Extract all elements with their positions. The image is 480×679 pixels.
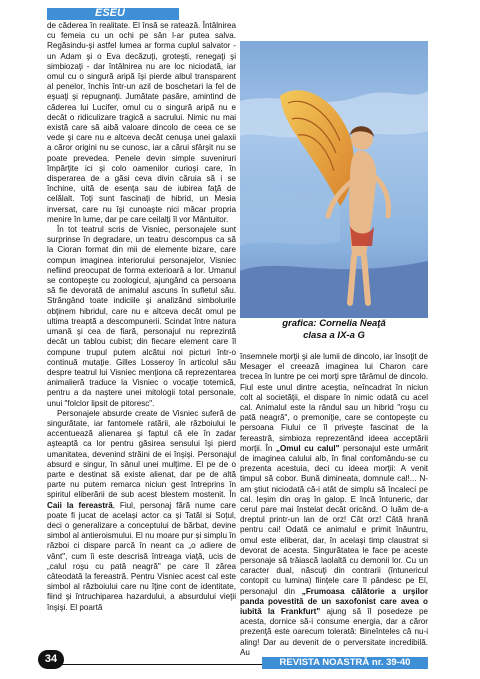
right-column: [240, 352, 428, 658]
play-title: Caii la fereastră: [47, 500, 113, 510]
illustration-angel-painting: [240, 41, 428, 318]
play-title: „Omul cu calul": [275, 443, 340, 453]
paragraph: În tot teatrul scris de Visniec, personajele sunt surprinse în degradare, un teatru descompus ca să la Cioran format din mii de elemente bizare, care compun imaginea interiorului personajelor, Visniec nefiind preocupat de forma exterioară a lor. Umanul se contopeşte cu zoologicul, ajungând ca persoana să fie devorată de animalul ascuns în sufletul său. Strângând toate indiciile şi analizând simbolurile obţinem hibridul, care nu e altceva decât omul pe ultima treaptă a descompunerii. Scindat între natura umană şi cea de fiară, personajul nu reprezintă decât un tablou cubist; din fiecare element care îl compune trupul putem alcătui noi picturi într-o continuă mutaţie. Gilles Losseroy în articolul său despre teatrul lui Visniec menţiona că reprezentarea animalieră traduce la Visniec o vocaţie totemică, pentru a da naştere unei mitologii total personale, unui "folclor lipsit de pitoresc".: [47, 225, 236, 408]
paragraph: [47, 409, 236, 613]
section-title: ESEU: [95, 7, 125, 19]
paragraph-text: , Fiul, personaj fără nume care poate fi jucat de același actor ca și Tatăl si Soțul, deci o generalizare a conceptului de bărbat, devine simbol al antieroismului. El nu moare pur și simplu în război ci dispare parcă în neant ca „o adiere de vânt", cum îi este descrisă întreaga viaţă, ucis de „calul roşu cu pată neagră" pe care îl zărea câteodată la fereastră. Pentru Visniec acest cal este simbol al războiului care nu îţine cont de identitate, fiind şi întruchiparea hazardului, a absurdului vieţii înşişi. El poartă: [47, 500, 236, 612]
paragraph: de căderea în realitate. El însă se ratează. Întâlnirea cu femeia cu un ochi pe sân l-ar putea salva. Regăsindu-şi astfel lumea ar forma cuplul salvator - un Adam şi o Eva decăzuţi, groteşti, renegaţi şi simbiozaţi - dar întâlnirea nu are loc niciodată, iar omul cu o singură aripă îşi pierde albul transparent al penelor, închis într-un azil de boschetari la fel de eşuaţi şi repugnanţi. Jumătate pasăre, amintind de căderea lui Lucifer, omul cu o singură aripă nu e decât o ridiculizare tragică a sacrului. Nimic nu mai există care să aibă valoare dincolo de ceea ce se vede şi care nu e altceva decât cenuşa unei galaxii a căror origini nu se cunosc, iar a cărui sfârşit nu se poate prevedea. Penele devin simple suveniruri împărţite ici şi colo oamenilor curioşi care, în disperarea de a găsi ceva divin căruia să i se închine, uită de esenţa sau de iubirea faţă de celălalt. Toţi sunt fascinaţi de hibrid, un Mesia inversat, care nu îşi cunoaşte nici măcar propria menire în lume, dar pe care ceilalţi îl vor Mântuitor.: [47, 21, 236, 224]
paragraph-text: ajung să îl posedeze pe acesta, dornice să-i consume energia, dar a căror prezenţă este oarecum tolerată: Bineînteles că nu-i aling! Dar au devenit de o perversitate incredibilă. Au: [240, 607, 428, 657]
paragraph-text: personajul este urmărit de imaginea calului alb, în final confomându-se cu prezenta acestuia, deci cu ideea morţii: A venit timpul să cobor. Bună dimineata, domnule cal!... N-am ştiut niciodată că-i atât de simplu să încalecí pe cal. Ieşim din oraş în galop. E încă întuneric, dar cerul pare mai înstelat decât oricând. O luăm de-a dreptul printr-un lan de orz! Cât orz! Câtă hrană pentru cai! Odată ce animalul e primit înăuntru, omul este eliberat, dar, în acelaşi timp claustrat si devorat de acesta. Singurătatea le face pe aceste personaje să trăiască laolaltă cu demonii lor. Cu un caracter dual, născuţi din contrarii (întunericul contopit cu lumina) fiinţele care îl pândesc pe El, personajul din: [240, 443, 428, 596]
page-number: 34: [38, 650, 64, 669]
paragraph-text: Personajele absurde create de Visniec suferă de singurătate, iar fantomele ratării, ale războiului le accentuează alienarea şi faptul că ele în zadar aşteaptă ca lor pentru găsirea sensului îşi pierd umanitatea, devenind străini de ei înşişi. Personajul absurd e singur, în sânul unei mulţime. El pe de o parte e destinat să existe alienat, dar pe de altă parte nu putem remarca niciun gest întreprins în spiritul eliberării de sub acest blestem mostenit. În: [47, 408, 236, 500]
caption-class: clasa a IX-a G: [303, 330, 365, 341]
left-column: [47, 21, 236, 613]
paragraph: [240, 352, 428, 658]
paragraph-text: însemnele morţii şi ale lumii de dincolo, iar însoţit de Mesager el creează imaginea lui Charon care trecea în luntre pe cei morţi spre tărâmul de dincolo. Fiul este unul dintre aceştia, neîncadrat în niciun colt al societăţii, el dispare în nimic odată cu acel cal. Animalul este la rândul sau un hibrid "roşu cu pată neagră", o premoniţie, care se contopeşte cu persoana Fiului ce îl priveşte fascinat de la fereastră, simbioza reprezentând ideea acceptării morţii. În: [240, 352, 428, 453]
play-title: „Frumoasa călătorie a urşilor panda povestită de un saxofonist care avea o iubită la Frankfurt": [240, 586, 428, 617]
magazine-name: REVISTA NOASTRĂ nr. 39-40: [262, 657, 428, 669]
caption-credit: grafica: Cornelia Neaţă: [282, 318, 386, 329]
section-header: [47, 8, 179, 20]
figure-caption: [240, 318, 428, 342]
